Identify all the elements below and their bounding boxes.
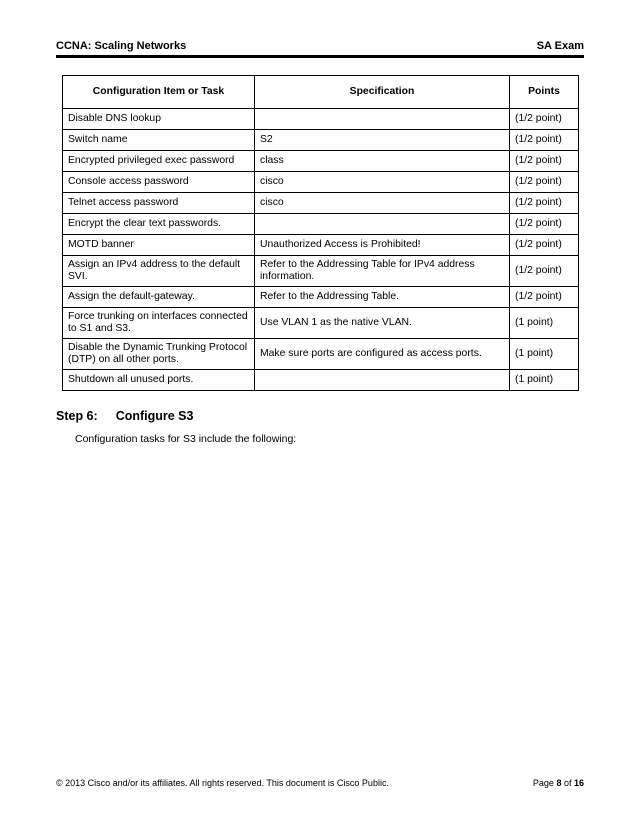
table-row (63, 370, 579, 391)
table-cell-item: Encrypt the clear text passwords. (63, 214, 255, 235)
table-row (63, 214, 579, 235)
table-row (63, 308, 579, 339)
table-cell-spec: cisco (255, 172, 510, 193)
table-cell-item: Disable DNS lookup (63, 109, 255, 130)
exam-title: SA Exam (536, 40, 584, 52)
table-cell-points: (1/2 point) (510, 214, 579, 235)
table-cell-points: (1/2 point) (510, 256, 579, 287)
step-description: Configuration tasks for S3 include the following: (75, 433, 297, 445)
table-cell-points: (1/2 point) (510, 130, 579, 151)
column-header: Points (510, 76, 579, 109)
table-cell-points: (1/2 point) (510, 287, 579, 308)
table-row (63, 130, 579, 151)
table-row (63, 287, 579, 308)
table-cell-points: (1/2 point) (510, 235, 579, 256)
table-cell-points: (1 point) (510, 370, 579, 391)
table-cell-spec: Make sure ports are configured as access ports. (255, 339, 510, 370)
page-of: of (561, 778, 574, 788)
page-current: 8 (556, 778, 562, 788)
page-total: 16 (573, 778, 584, 788)
table-cell-item: Console access password (63, 172, 255, 193)
table-row (63, 339, 579, 370)
table-cell-item: Assign the default-gateway. (63, 287, 255, 308)
table-cell-spec (255, 370, 510, 391)
page-number (533, 778, 584, 788)
table-cell-spec: cisco (255, 193, 510, 214)
table-cell-points: (1/2 point) (510, 109, 579, 130)
table-row (63, 151, 579, 172)
table-cell-points: (1 point) (510, 308, 579, 339)
column-header: Specification (255, 76, 510, 109)
table-cell-spec (255, 214, 510, 235)
table-cell-spec: Unauthorized Access is Prohibited! (255, 235, 510, 256)
table-cell-points: (1/2 point) (510, 193, 579, 214)
table-cell-item: Encrypted privileged exec password (63, 151, 255, 172)
table-cell-points: (1/2 point) (510, 151, 579, 172)
step-label: Step 6: (56, 409, 98, 423)
table-cell-points: (1/2 point) (510, 172, 579, 193)
configuration-table (62, 75, 579, 391)
table-cell-spec: Refer to the Addressing Table. (255, 287, 510, 308)
table-row (63, 256, 579, 287)
table-cell-item: Disable the Dynamic Trunking Protocol (DTP) on all other ports. (63, 339, 255, 370)
table-cell-item: MOTD banner (63, 235, 255, 256)
table-row (63, 235, 579, 256)
table-cell-spec (255, 109, 510, 130)
table-cell-spec: Refer to the Addressing Table for IPv4 address information. (255, 256, 510, 287)
table-cell-points: (1 point) (510, 339, 579, 370)
course-title: CCNA: Scaling Networks (56, 40, 187, 52)
page-prefix: Page (532, 778, 557, 788)
table-row (63, 109, 579, 130)
table-row (63, 193, 579, 214)
table-cell-item: Switch name (63, 130, 255, 151)
table-cell-spec: S2 (255, 130, 510, 151)
table-cell-item: Force trunking on interfaces connected to S1 and S3. (63, 308, 255, 339)
table-cell-item: Telnet access password (63, 193, 255, 214)
step-title: Configure S3 (115, 409, 194, 423)
header-divider (56, 55, 584, 58)
table-cell-item: Assign an IPv4 address to the default SVI. (63, 256, 255, 287)
table-row (63, 172, 579, 193)
table-cell-item: Shutdown all unused ports. (63, 370, 255, 391)
copyright-notice: © 2013 Cisco and/or its affiliates. All rights reserved. This document is Cisco Public. (56, 778, 389, 788)
page-header (56, 40, 584, 55)
column-header: Configuration Item or Task (63, 76, 255, 109)
step-heading (56, 409, 193, 423)
table-cell-spec: class (255, 151, 510, 172)
table-header-row (63, 76, 579, 109)
table-cell-spec: Use VLAN 1 as the native VLAN. (255, 308, 510, 339)
